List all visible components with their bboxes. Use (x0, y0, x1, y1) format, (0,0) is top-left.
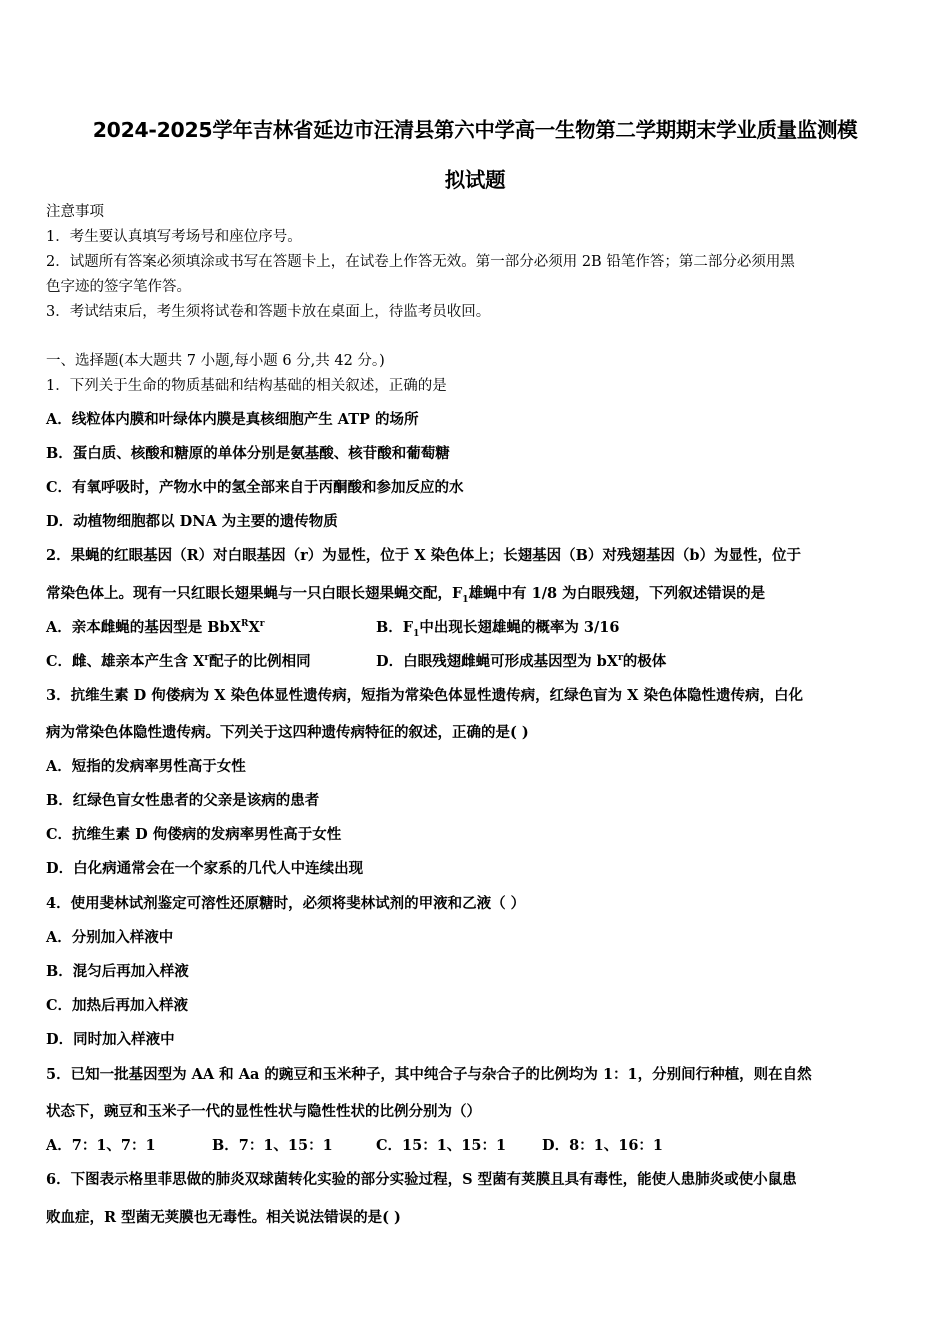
q3-option-b: B．红绿色盲女性患者的父亲是该病的患者 (46, 792, 320, 809)
q6-stem-line-2: 败血症，R 型菌无荚膜也无毒性。相关说法错误的是( ) (46, 1209, 401, 1226)
q4-option-d: D．同时加入样液中 (46, 1031, 175, 1048)
q5-stem-line-2: 状态下，豌豆和玉米子一代的显性性状与隐性性状的比例分别为（） (46, 1103, 481, 1120)
q5-option-b: B．7：1、15：1 (212, 1137, 333, 1154)
q2-option-d: D．白眼残翅雌蝇可形成基因型为 $bX^r$的极体 (376, 653, 667, 670)
q5-option-c: C．15：1、15：1 (376, 1137, 507, 1154)
q1-option-a: A．线粒体内膜和叶绿体内膜是真核细胞产生 ATP 的场所 (46, 411, 419, 428)
q2-option-c: C．雌、雄亲本产生含 $X^r$配子的比例相同 (46, 653, 311, 670)
q1-option-b: B．蛋白质、核酸和糖原的单体分别是氨基酸、核苷酸和葡萄糖 (46, 445, 450, 462)
q6-stem-line-1: 6．下图表示格里菲思做的肺炎双球菌转化实验的部分实验过程，S 型菌有荚膜且具有毒性，能使人患肺炎或使小鼠患 (46, 1171, 797, 1188)
q4-stem: 4．使用斐林试剂鉴定可溶性还原糖时，必须将斐林试剂的甲液和乙液（ ） (46, 895, 526, 912)
q3-stem-line-1: 3．抗维生素 D 佝偻病为 X 染色体显性遗传病，短指为常染色体显性遗传病，红绿色盲为 X 染色体隐性遗传病，白化 (46, 687, 803, 704)
q5-stem-line-1: 5．已知一批基因型为 AA 和 Aa 的豌豆和玉米种子，其中纯合子与杂合子的比例均为 1：1，分别间行种植，则在自然 (46, 1066, 812, 1083)
q2-stem-line-1: 2．果蝇的红眼基因（R）对白眼基因（r）为显性，位于 X 染色体上；长翅基因（B）对残翅基因（b）为显性，位于 (46, 547, 802, 564)
q5-option-a: A．7：1、7：1 (46, 1137, 156, 1154)
q2-option-a: A．亲本雌蝇的基因型是 $BbX^RX^r$ (46, 619, 265, 636)
notice-item-2-cont: 色字迹的签字笔作答。 (46, 279, 191, 295)
q3-option-a: A．短指的发病率男性高于女性 (46, 758, 246, 775)
page-title-line-1: 2024-2025学年吉林省延边市汪清县第六中学高一生物第二学期期末学业质量监测模 (92, 118, 858, 142)
q1-stem: 1．下列关于生命的物质基础和结构基础的相关叙述，正确的是 (46, 378, 447, 394)
section-heading: 一、选择题(本大题共 7 小题,每小题 6 分,共 42 分。) (46, 353, 385, 369)
q2-option-b: B．$F_1$中出现长翅雄蝇的概率为 3/16 (376, 619, 620, 639)
q1-option-c: C．有氧呼吸时，产物水中的氢全部来自于丙酮酸和参加反应的水 (46, 479, 464, 496)
notice-item-1: 1．考生要认真填写考场号和座位序号。 (46, 229, 302, 245)
q4-option-c: C．加热后再加入样液 (46, 997, 189, 1014)
q5-option-d: D．8：1、16：1 (542, 1137, 664, 1154)
q3-option-c: C．抗维生素 D 佝偻病的发病率男性高于女性 (46, 826, 342, 843)
notice-item-2: 2．试题所有答案必须填涂或书写在答题卡上，在试卷上作答无效。第一部分必须用 2B 铅笔作答；第二部分必须用黑 (46, 254, 795, 270)
q3-option-d: D．白化病通常会在一个家系的几代人中连续出现 (46, 860, 364, 877)
q4-option-a: A．分别加入样液中 (46, 929, 174, 946)
q2-stem-line-2: 常染色体上。现有一只红眼长翅果蝇与一只白眼长翅果蝇交配，$F_1$雄蝇中有 1/8 为白眼残翅，下列叙述错误的是 (46, 585, 766, 605)
q1-option-d: D．动植物细胞都以 DNA 为主要的遗传物质 (46, 513, 338, 530)
q4-option-b: B．混匀后再加入样液 (46, 963, 189, 980)
notice-item-3: 3．考试结束后，考生须将试卷和答题卡放在桌面上，待监考员收回。 (46, 304, 491, 320)
page-title-line-2: 拟试题 (444, 168, 506, 192)
q3-stem-line-2: 病为常染色体隐性遗传病。下列关于这四种遗传病特征的叙述，正确的是( ) (46, 724, 529, 741)
notice-heading: 注意事项 (46, 204, 104, 220)
